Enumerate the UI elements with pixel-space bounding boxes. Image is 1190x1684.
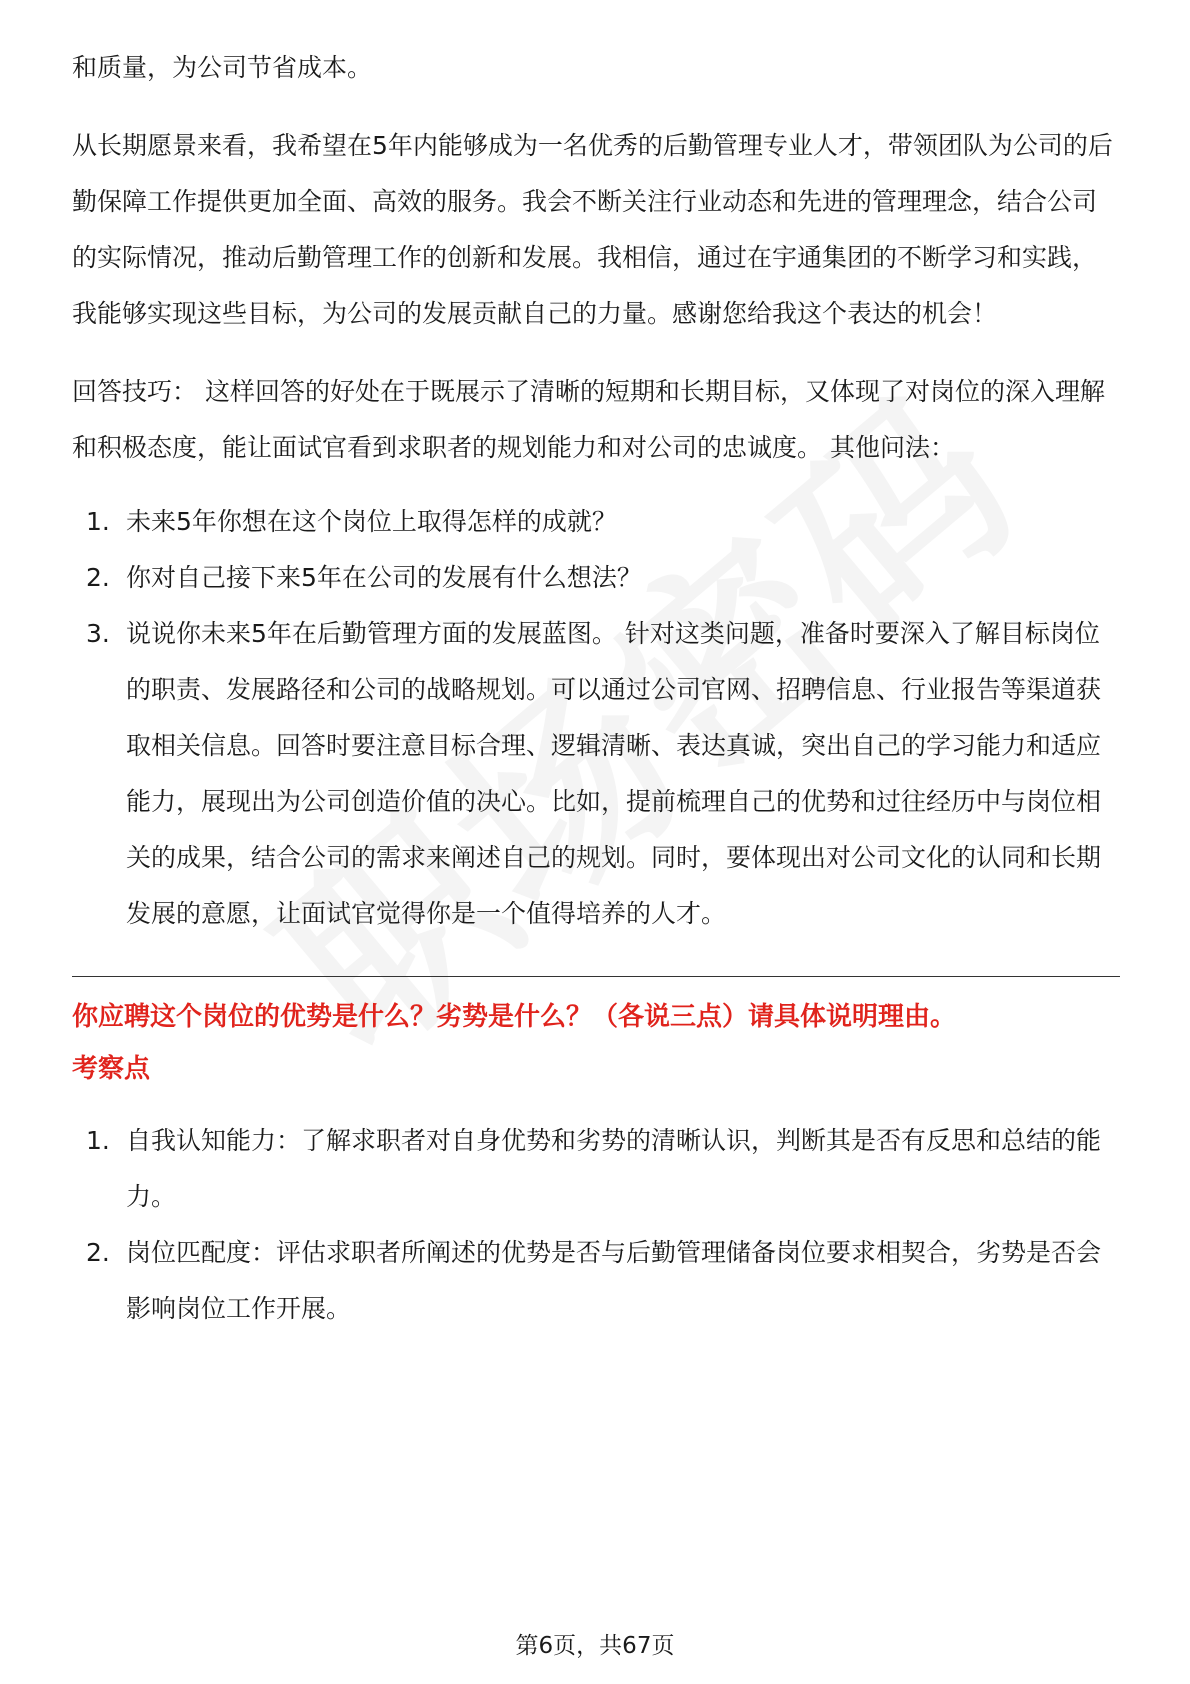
list-item-text: 自我认知能力：了解求职者对自身优势和劣势的清晰认识，判断其是否有反思和总结的能力。 — [126, 1126, 1102, 1211]
list-item-text: 岗位匹配度：评估求职者所阐述的优势是否与后勤管理储备岗位要求相契合，劣势是否会影响岗位工作开展。 — [126, 1238, 1102, 1323]
list-item-number: 1. — [86, 1126, 110, 1155]
list-item-text: 未来5年你想在这个岗位上取得怎样的成就？ — [126, 507, 617, 536]
list-item — [72, 606, 1120, 942]
long-term-paragraph: 从长期愿景来看，我希望在5年内能够成为一名优秀的后勤管理专业人才，带领团队为公司的后勤保障工作提供更加全面、高效的服务。我会不断关注行业动态和先进的管理理念，结合公司的实际情况，推动后勤管理工作的创新和发展。我相信，通过在宇通集团的不断学习和实践，我能够实现这些目标，为公司的发展贡献自己的力量。感谢您给我这个表达的机会！ — [72, 131, 1113, 328]
other-questions-list — [72, 494, 1120, 942]
list-item — [72, 1113, 1120, 1225]
list-item-text: 你对自己接下来5年在公司的发展有什么想法？ — [126, 563, 642, 592]
page-footer: 第6页，共67页 — [515, 1633, 675, 1659]
list-item-text: 说说你未来5年在后勤管理方面的发展蓝图。 针对这类问题，准备时要深入了解目标岗位的职责、发展路径和公司的战略规划。可以通过公司官网、招聘信息、行业报告等渠道获取相关信息。回答时要注意目标合理、逻辑清晰、表达真诚，突出自己的学习能力和适应能力，展现出为公司创造价值的决心。比如，提前梳理自己的优势和过往经历中与岗位相关的成果，结合公司的需求来阐述自己的规划。同时，要体现出对公司文化的认同和长期发展的意愿，让面试官觉得你是一个值得培养的人才。 — [126, 619, 1102, 928]
page-content — [72, 40, 1120, 1337]
list-item — [72, 1225, 1120, 1337]
intro-tail-paragraph: 和质量，为公司节省成本。 — [72, 53, 373, 82]
section-divider — [72, 976, 1120, 977]
list-item-number: 2. — [86, 563, 110, 592]
list-item-number: 3. — [86, 619, 110, 648]
question-title: 你应聘这个岗位的优势是什么？劣势是什么？（各说三点）请具体说明理由。 — [72, 1002, 957, 1032]
list-item — [72, 494, 1120, 550]
exam-points-title: 考察点 — [72, 1054, 151, 1084]
list-item-number: 1. — [86, 507, 110, 536]
exam-points-list — [72, 1113, 1120, 1337]
list-item — [72, 550, 1120, 606]
tips-paragraph: 回答技巧： 这样回答的好处在于既展示了清晰的短期和长期目标，又体现了对岗位的深入理解和积极态度，能让面试官看到求职者的规划能力和对公司的忠诚度。 其他问法： — [72, 377, 1105, 462]
list-item-number: 2. — [86, 1238, 110, 1267]
